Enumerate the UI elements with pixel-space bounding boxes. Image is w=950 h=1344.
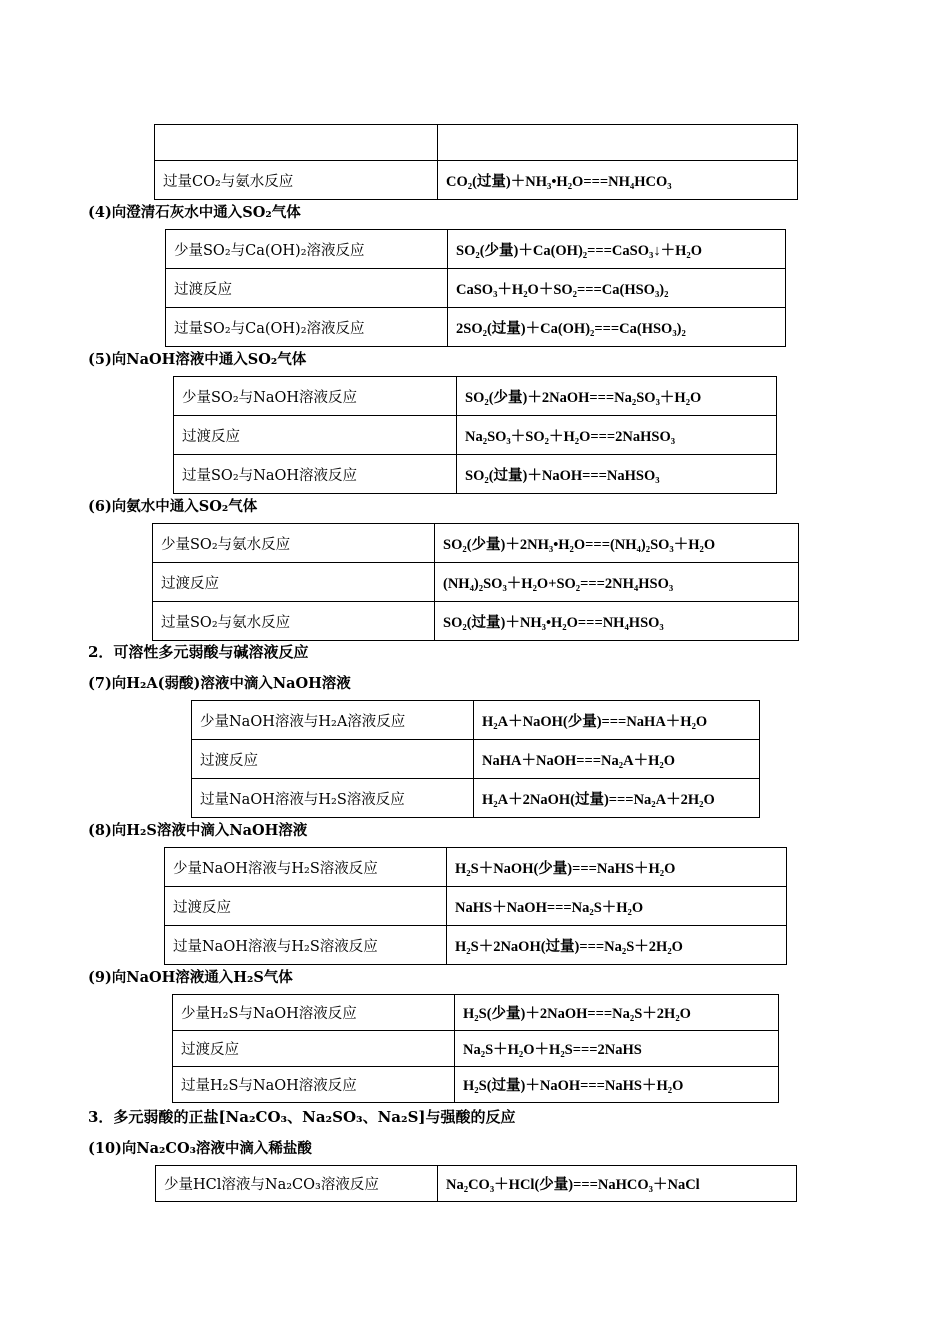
reaction-description: 少量NaOH溶液与H₂S溶液反应 xyxy=(165,848,447,887)
table-row xyxy=(165,887,787,926)
table-cell xyxy=(438,125,798,161)
reaction-description: 少量HCl溶液与Na₂CO₃溶液反应 xyxy=(156,1166,438,1202)
reaction-equation: Na₂CO₃＋HCl(少量)===NaHCO₃＋NaCl xyxy=(438,1166,797,1202)
table-row xyxy=(155,125,798,161)
subsection-heading-5: (5)向NaOH溶液中通入SO₂气体 xyxy=(88,351,307,368)
section-heading-2: 2．可溶性多元弱酸与碱溶液反应 xyxy=(88,643,309,661)
reaction-equation: H₂S＋NaOH(少量)===NaHS＋H₂O xyxy=(447,848,787,887)
reaction-description: 过量H₂S与NaOH溶液反应 xyxy=(173,1067,455,1103)
reaction-description: 过渡反应 xyxy=(165,887,447,926)
reaction-equation: NaHA＋NaOH===Na₂A＋H₂O xyxy=(474,740,760,779)
subsection-heading-4: (4)向澄清石灰水中通入SO₂气体 xyxy=(88,204,301,221)
table-row xyxy=(153,602,799,641)
reaction-description: 少量SO₂与Ca(OH)₂溶液反应 xyxy=(166,230,448,269)
subsection-heading-8: (8)向H₂S溶液中滴入NaOH溶液 xyxy=(88,822,308,839)
table-row xyxy=(173,1031,779,1067)
table-row xyxy=(174,416,777,455)
reaction-description: 过量SO₂与Ca(OH)₂溶液反应 xyxy=(166,308,448,347)
reaction-description: 过量NaOH溶液与H₂S溶液反应 xyxy=(165,926,447,965)
table-row xyxy=(153,524,799,563)
table-h2a-naoh xyxy=(191,700,760,818)
table-row xyxy=(174,455,777,494)
table-cell xyxy=(155,125,438,161)
subsection-heading-7: (7)向H₂A(弱酸)溶液中滴入NaOH溶液 xyxy=(88,675,351,692)
reaction-equation: CO₂(过量)＋NH₃•H₂O===NH₄HCO₃ xyxy=(438,161,798,200)
reaction-equation: H₂S(少量)＋2NaOH===Na₂S＋2H₂O xyxy=(455,995,779,1031)
subsection-heading-6: (6)向氨水中通入SO₂气体 xyxy=(88,498,258,515)
reaction-description: 少量NaOH溶液与H₂A溶液反应 xyxy=(192,701,474,740)
reaction-description: 过量CO₂与氨水反应 xyxy=(155,161,438,200)
table-row xyxy=(165,926,787,965)
reaction-description: 过渡反应 xyxy=(192,740,474,779)
table-row xyxy=(166,269,786,308)
table-na2co3-hcl xyxy=(155,1165,797,1202)
table-row xyxy=(174,377,777,416)
reaction-equation: SO₂(少量)＋Ca(OH)₂===CaSO₃↓＋H₂O xyxy=(448,230,786,269)
reaction-description: 过渡反应 xyxy=(173,1031,455,1067)
reaction-equation: 2SO₂(过量)＋Ca(OH)₂===Ca(HSO₃)₂ xyxy=(448,308,786,347)
table-h2s-naoh xyxy=(164,847,787,965)
reaction-equation: SO₂(过量)＋NaOH===NaHSO₃ xyxy=(457,455,777,494)
table-row xyxy=(192,701,760,740)
reaction-equation: SO₂(过量)＋NH₃•H₂O===NH₄HSO₃ xyxy=(435,602,799,641)
table-so2-ammonia xyxy=(152,523,799,641)
reaction-equation: SO₂(少量)＋2NaOH===Na₂SO₃＋H₂O xyxy=(457,377,777,416)
reaction-description: 过渡反应 xyxy=(174,416,457,455)
table-row xyxy=(192,740,760,779)
table-naoh-h2s xyxy=(172,994,779,1103)
table-row xyxy=(173,1067,779,1103)
reaction-equation: H₂S＋2NaOH(过量)===Na₂S＋2H₂O xyxy=(447,926,787,965)
table-so2-limewater xyxy=(165,229,786,347)
reaction-equation: SO₂(少量)＋2NH₃•H₂O===(NH₄)₂SO₃＋H₂O xyxy=(435,524,799,563)
table-row xyxy=(155,161,798,200)
reaction-equation: Na₂S＋H₂O＋H₂S===2NaHS xyxy=(455,1031,779,1067)
reaction-equation: H₂S(过量)＋NaOH===NaHS＋H₂O xyxy=(455,1067,779,1103)
reaction-description: 过渡反应 xyxy=(166,269,448,308)
reaction-description: 过渡反应 xyxy=(153,563,435,602)
reaction-description: 少量H₂S与NaOH溶液反应 xyxy=(173,995,455,1031)
table-so2-naoh xyxy=(173,376,777,494)
subsection-heading-9: (9)向NaOH溶液通入H₂S气体 xyxy=(88,969,293,986)
table-row xyxy=(192,779,760,818)
reaction-description: 少量SO₂与NaOH溶液反应 xyxy=(174,377,457,416)
table-row xyxy=(173,995,779,1031)
reaction-equation: Na₂SO₃＋SO₂＋H₂O===2NaHSO₃ xyxy=(457,416,777,455)
reaction-description: 过量NaOH溶液与H₂S溶液反应 xyxy=(192,779,474,818)
section-heading-3: 3．多元弱酸的正盐[Na₂CO₃、Na₂SO₃、Na₂S]与强酸的反应 xyxy=(88,1108,516,1126)
reaction-equation: H₂A＋2NaOH(过量)===Na₂A＋2H₂O xyxy=(474,779,760,818)
table-row xyxy=(156,1166,797,1202)
reaction-equation: H₂A＋NaOH(少量)===NaHA＋H₂O xyxy=(474,701,760,740)
reaction-description: 过量SO₂与氨水反应 xyxy=(153,602,435,641)
table-row xyxy=(166,230,786,269)
reaction-equation: NaHS＋NaOH===Na₂S＋H₂O xyxy=(447,887,787,926)
reaction-description: 过量SO₂与NaOH溶液反应 xyxy=(174,455,457,494)
table-row xyxy=(153,563,799,602)
table-co2-ammonia xyxy=(154,124,798,200)
subsection-heading-10: (10)向Na₂CO₃溶液中滴入稀盐酸 xyxy=(88,1140,312,1157)
reaction-equation: CaSO₃＋H₂O＋SO₂===Ca(HSO₃)₂ xyxy=(448,269,786,308)
table-row xyxy=(166,308,786,347)
reaction-description: 少量SO₂与氨水反应 xyxy=(153,524,435,563)
reaction-equation: (NH₄)₂SO₃＋H₂O+SO₂===2NH₄HSO₃ xyxy=(435,563,799,602)
table-row xyxy=(165,848,787,887)
